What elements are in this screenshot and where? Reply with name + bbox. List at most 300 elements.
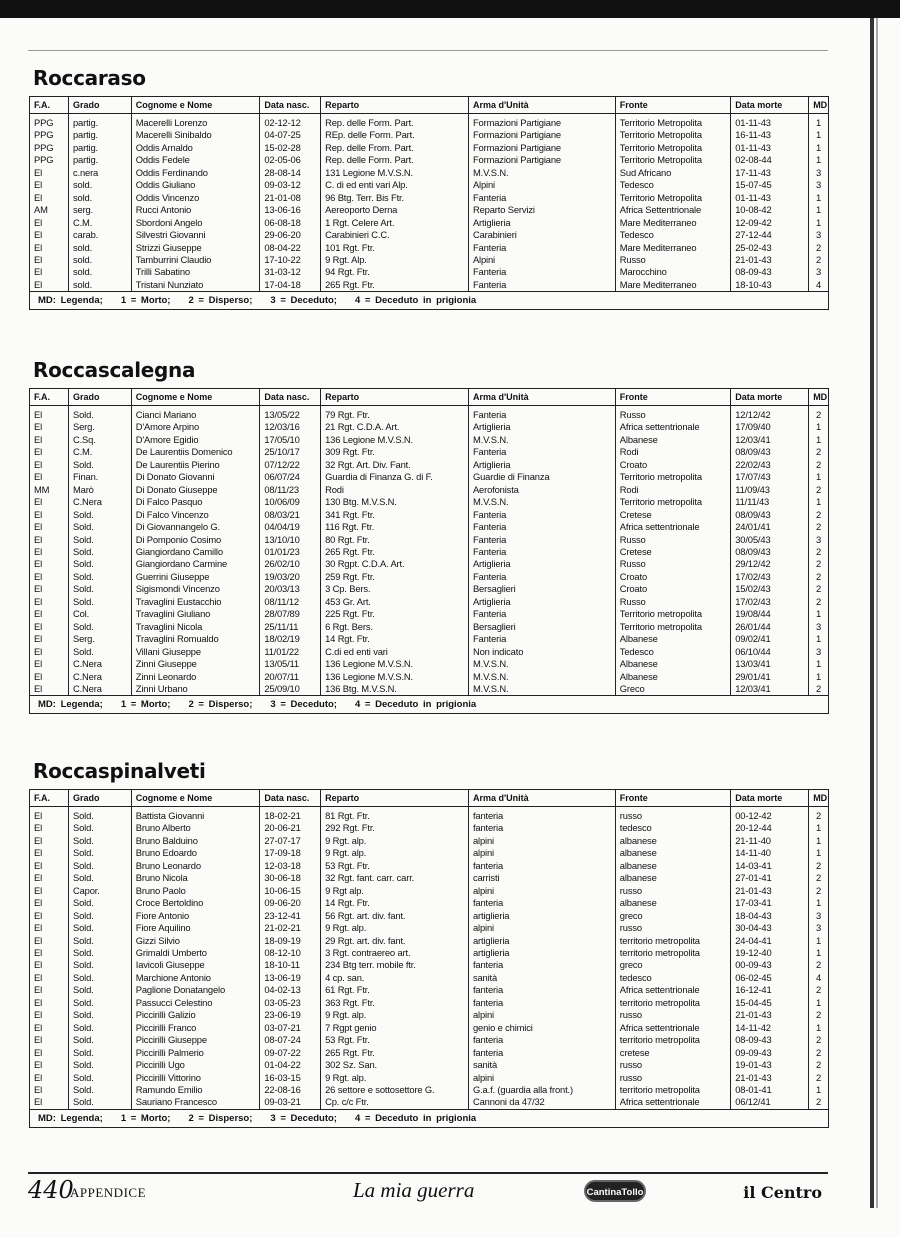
cell-birth-date: 20-06-21 (260, 822, 321, 834)
cell-grado: Sold. (68, 583, 131, 595)
cell-name: Tamburrini Claudio (131, 254, 260, 266)
cell-death-date: 27-01-41 (731, 872, 809, 884)
cell-death-date: 20-12-44 (731, 822, 809, 834)
cell-md: 2 (816, 558, 822, 570)
cell-birth-date: 20/07/11 (260, 671, 321, 683)
cell-md: 3 (816, 229, 822, 241)
cell-fronte: Territorio Metropolita (615, 142, 730, 154)
cell-name: Piccirilli Giuseppe (131, 1034, 260, 1046)
cell-name: Bruno Edoardo (131, 847, 260, 859)
cell-grado: Sold. (68, 872, 131, 884)
cell-birth-date: 15-02-28 (260, 142, 321, 154)
table-row (30, 154, 828, 166)
cell-fa: El (30, 571, 68, 583)
legend-item: MD: Legenda; (38, 1112, 103, 1124)
legend-item: 2 = Disperso; (188, 699, 253, 711)
legend-item: 1 = Morto; (120, 699, 171, 711)
cell-fronte: Marocchino (615, 266, 730, 278)
cell-birth-date: 03-05-23 (260, 997, 321, 1009)
table-row (30, 972, 828, 984)
cell-reparto: 9 Rgt alp. (321, 885, 469, 897)
table-row (30, 142, 828, 154)
cell-death-date: 06/12/41 (731, 1096, 809, 1108)
column-header-md: MD (809, 97, 828, 114)
table-row (30, 621, 828, 633)
cell-fronte: Territorio metropolita (615, 621, 730, 633)
table-row (30, 835, 828, 847)
cell-grado: Sold. (68, 1022, 131, 1034)
cell-md: 3 (816, 533, 822, 545)
cell-reparto: 265 Rgt. Ftr. (321, 279, 469, 291)
table-row (30, 1084, 828, 1096)
cell-reparto: 101 Rgt. Ftr. (321, 242, 469, 254)
cell-arma: Fanteria (468, 192, 615, 204)
cell-arma: Aerofonista (468, 484, 615, 496)
section-2 (29, 757, 829, 1128)
cell-reparto: 116 Rgt. Ftr. (321, 521, 469, 533)
cell-md: 2 (816, 595, 822, 607)
cell-birth-date: 17/05/10 (260, 434, 321, 446)
cell-fronte: russo (615, 922, 730, 934)
cell-name: Travaglini Nicola (131, 621, 260, 633)
table-row (30, 558, 828, 570)
column-header-death-date: Data morte (731, 790, 809, 807)
cell-fa: El (30, 947, 68, 959)
cell-arma: Fanteria (468, 521, 615, 533)
table-header-row (30, 97, 828, 114)
cell-fa: El (30, 922, 68, 934)
cell-fa: El (30, 179, 68, 191)
cell-md: 3 (816, 620, 822, 632)
cell-name: Travaglini Romualdo (131, 633, 260, 645)
table-row (30, 521, 828, 533)
cell-fronte: territorio metropolita (615, 997, 730, 1009)
cell-fa: El (30, 217, 68, 229)
legend-item: 3 = Deceduto; (270, 1112, 337, 1124)
cell-reparto: 14 Rgt. Ftr. (321, 633, 469, 645)
cell-fa: El (30, 266, 68, 278)
cell-arma: carristi (468, 872, 615, 884)
cell-death-date: 01-11-43 (731, 192, 809, 204)
cell-fronte: Africa settentrionale (615, 1022, 730, 1034)
cell-death-date: 25-02-43 (731, 242, 809, 254)
cell-arma: Artiglieria (468, 596, 615, 608)
book-title: La mia guerra (353, 1178, 475, 1202)
cell-birth-date: 29-06-20 (260, 229, 321, 241)
cell-fronte: albanese (615, 835, 730, 847)
cell-death-date: 21-01-43 (731, 885, 809, 897)
cell-fronte: Russo (615, 254, 730, 266)
cell-birth-date: 04/04/19 (260, 521, 321, 533)
cell-death-date: 17/09/40 (731, 421, 809, 433)
cell-birth-date: 28-08-14 (260, 167, 321, 179)
cell-md: 2 (816, 1096, 822, 1108)
cell-fronte: russo (615, 807, 730, 823)
cell-arma: fanteria (468, 997, 615, 1009)
cell-birth-date: 13-06-16 (260, 204, 321, 216)
cell-arma: M.V.S.N. (468, 658, 615, 670)
cell-birth-date: 10/06/09 (260, 496, 321, 508)
cell-grado: Sold. (68, 807, 131, 823)
cell-death-date: 09-09-43 (731, 1047, 809, 1059)
cell-name: Oddis Ferdinando (131, 167, 260, 179)
cell-name: Di Falco Pasquo (131, 496, 260, 508)
cell-birth-date: 31-03-12 (260, 266, 321, 278)
cell-fa: El (30, 972, 68, 984)
cell-reparto: 80 Rgt. Ftr. (321, 534, 469, 546)
cell-death-date: 14-03-41 (731, 860, 809, 872)
cell-fa: El (30, 910, 68, 922)
cell-death-date: 24-04-41 (731, 935, 809, 947)
cell-death-date: 00-09-43 (731, 959, 809, 971)
cell-name: Di Donato Giovanni (131, 471, 260, 483)
cell-death-date: 15-04-45 (731, 997, 809, 1009)
cell-grado: C.M. (68, 446, 131, 458)
cell-grado: Sold. (68, 935, 131, 947)
cell-death-date: 12/03/41 (731, 434, 809, 446)
cell-reparto: 56 Rgt. art. div. fant. (321, 910, 469, 922)
cell-death-date: 17-03-41 (731, 897, 809, 909)
table-row (30, 254, 828, 266)
cell-arma: Guardie di Finanza (468, 471, 615, 483)
cell-reparto: 4 cp. san. (321, 972, 469, 984)
column-header-grado: Grado (68, 790, 131, 807)
table-row (30, 997, 828, 1009)
cell-name: Oddis Vincenzo (131, 192, 260, 204)
cell-md: 2 (816, 984, 822, 996)
cell-name: Croce Bertoldino (131, 897, 260, 909)
cell-birth-date: 13/05/22 (260, 406, 321, 422)
cell-fronte: Mare Mediterraneo (615, 279, 730, 291)
cell-death-date: 16-11-43 (731, 129, 809, 141)
table-row (30, 534, 828, 546)
cell-grado: Sold. (68, 1047, 131, 1059)
cell-reparto: 26 settore e sottosettore G. (321, 1084, 469, 1096)
table-row (30, 822, 828, 834)
cell-arma: M.V.S.N. (468, 683, 615, 695)
cell-reparto: 265 Rgt. Ftr. (321, 1047, 469, 1059)
cell-name: Bruno Paolo (131, 885, 260, 897)
cell-reparto: Carabinieri C.C. (321, 229, 469, 241)
cell-grado: Sold. (68, 835, 131, 847)
cell-arma: Formazioni Partigiane (468, 114, 615, 130)
cell-fronte: russo (615, 1009, 730, 1021)
cell-md: 1 (816, 433, 822, 445)
table-row (30, 922, 828, 934)
cell-name: Oddis Giuliano (131, 179, 260, 191)
cell-fronte: albanese (615, 872, 730, 884)
column-header-death-date: Data morte (731, 97, 809, 114)
cell-reparto: 29 Rgt. art. div. fant. (321, 935, 469, 947)
cell-fa: El (30, 835, 68, 847)
cell-fronte: Tedesco (615, 179, 730, 191)
cell-grado: Capor. (68, 885, 131, 897)
table-row (30, 204, 828, 216)
cell-birth-date: 25/11/11 (260, 621, 321, 633)
cell-arma: artiglieria (468, 947, 615, 959)
cell-arma: M.V.S.N. (468, 167, 615, 179)
cell-reparto: 94 Rgt. Ftr. (321, 266, 469, 278)
cell-name: Oddis Fedele (131, 154, 260, 166)
cell-arma: genio e chimici (468, 1022, 615, 1034)
cell-md: 2 (816, 458, 822, 470)
cell-arma: Alpini (468, 179, 615, 191)
cell-death-date: 11/11/43 (731, 496, 809, 508)
cell-birth-date: 10-06-15 (260, 885, 321, 897)
cell-reparto: 32 Rgt. Art. Div. Fant. (321, 459, 469, 471)
cell-name: Paglione Donatangelo (131, 984, 260, 996)
cell-arma: Artiglieria (468, 558, 615, 570)
cell-md: 3 (816, 266, 822, 278)
cell-death-date: 21-01-43 (731, 1072, 809, 1084)
cell-grado: C.Nera (68, 658, 131, 670)
cell-death-date: 19-12-40 (731, 947, 809, 959)
cell-arma: fanteria (468, 984, 615, 996)
cell-fronte: Sud Africano (615, 167, 730, 179)
cell-grado: Sold. (68, 406, 131, 422)
cell-md: 1 (816, 633, 822, 645)
cell-fronte: Russo (615, 534, 730, 546)
table-row (30, 646, 828, 658)
cell-birth-date: 06-08-18 (260, 217, 321, 229)
table-row (30, 1072, 828, 1084)
column-header-md: MD (809, 389, 828, 406)
table-row (30, 1096, 828, 1108)
cell-md: 1 (816, 834, 822, 846)
cell-md: 1 (816, 897, 822, 909)
cell-fa: El (30, 872, 68, 884)
cell-name: Zinni Leonardo (131, 671, 260, 683)
cell-birth-date: 21-02-21 (260, 922, 321, 934)
cell-md: 4 (816, 278, 822, 290)
casualty-table-box (29, 388, 829, 714)
cell-md: 2 (816, 570, 822, 582)
table-row (30, 546, 828, 558)
legend-item: 2 = Disperso; (188, 1112, 253, 1124)
cell-grado: Sold. (68, 860, 131, 872)
cell-name: Giangiordano Camillo (131, 546, 260, 558)
cell-fronte: Africa settentrionale (615, 421, 730, 433)
column-header-name: Cognome e Nome (131, 389, 260, 406)
cell-fa: El (30, 406, 68, 422)
cell-grado: C.M. (68, 217, 131, 229)
table-header-row (30, 389, 828, 406)
cell-birth-date: 13-06-19 (260, 972, 321, 984)
cell-reparto: 9 Rgt. alp. (321, 1009, 469, 1021)
table-row (30, 633, 828, 645)
cell-fa: El (30, 608, 68, 620)
cell-md: 2 (816, 884, 822, 896)
cell-birth-date: 08-12-10 (260, 947, 321, 959)
table-row (30, 910, 828, 922)
cell-md: 2 (816, 508, 822, 520)
column-header-name: Cognome e Nome (131, 790, 260, 807)
cell-reparto: 30 Rgpt. C.D.A. Art. (321, 558, 469, 570)
cell-reparto: 14 Rgt. Ftr. (321, 897, 469, 909)
cell-death-date: 08-01-41 (731, 1084, 809, 1096)
cell-birth-date: 08/03/21 (260, 509, 321, 521)
cell-fa: El (30, 279, 68, 291)
cell-grado: serg. (68, 204, 131, 216)
column-header-arma: Arma d'Unità (468, 97, 615, 114)
cell-grado: sold. (68, 179, 131, 191)
md-legend (30, 695, 828, 713)
cell-reparto: Guardia di Finanza G. di F. (321, 471, 469, 483)
cell-grado: Sold. (68, 571, 131, 583)
casualty-table (30, 790, 828, 1109)
cell-name: Giangiordano Carmine (131, 558, 260, 570)
cell-arma: Artiglieria (468, 459, 615, 471)
cell-fa: AM (30, 204, 68, 216)
cell-death-date: 29/12/42 (731, 558, 809, 570)
legend-item: 2 = Disperso; (188, 295, 253, 307)
cell-fronte: Territorio Metropolita (615, 129, 730, 141)
cell-fa: El (30, 807, 68, 823)
table-row (30, 446, 828, 458)
cell-arma: fanteria (468, 959, 615, 971)
cell-arma: Formazioni Partigiane (468, 142, 615, 154)
cell-name: Guerrini Giuseppe (131, 571, 260, 583)
table-row (30, 217, 828, 229)
cell-birth-date: 01/01/23 (260, 546, 321, 558)
cell-death-date: 01-11-43 (731, 114, 809, 130)
cell-grado: Sold. (68, 1084, 131, 1096)
section-title: Roccaraso (33, 66, 146, 90)
column-header-fa: F.A. (30, 97, 68, 114)
table-row (30, 947, 828, 959)
cell-name: Bruno Leonardo (131, 860, 260, 872)
cell-death-date: 16-12-41 (731, 984, 809, 996)
cell-grado: Sold. (68, 822, 131, 834)
cell-fa: PPG (30, 142, 68, 154)
cell-md: 2 (816, 253, 822, 265)
cell-arma: fanteria (468, 860, 615, 872)
cell-reparto: 234 Btg terr. mobile ftr. (321, 959, 469, 971)
cell-birth-date: 11/01/22 (260, 646, 321, 658)
cell-fronte: greco (615, 959, 730, 971)
cell-fronte: russo (615, 885, 730, 897)
cell-name: Battista Giovanni (131, 807, 260, 823)
cell-grado: Sold. (68, 997, 131, 1009)
table-row (30, 471, 828, 483)
cell-name: Piccirilli Galizio (131, 1009, 260, 1021)
table-row (30, 266, 828, 278)
cell-fronte: russo (615, 1072, 730, 1084)
cell-fa: El (30, 1022, 68, 1034)
table-row (30, 897, 828, 909)
cell-md: 2 (816, 583, 822, 595)
top-rule (28, 50, 828, 51)
cell-fronte: Africa settentrionale (615, 521, 730, 533)
cell-arma: Bersaglieri (468, 583, 615, 595)
cell-fronte: Territorio Metropolita (615, 114, 730, 130)
cell-grado: sold. (68, 242, 131, 254)
cell-reparto: 259 Rgt. Ftr. (321, 571, 469, 583)
column-header-death-date: Data morte (731, 389, 809, 406)
cell-name: Bruno Alberto (131, 822, 260, 834)
cell-death-date: 29/01/41 (731, 671, 809, 683)
cell-death-date: 08/09/43 (731, 446, 809, 458)
cell-death-date: 12/03/41 (731, 683, 809, 695)
cell-birth-date: 09-03-21 (260, 1096, 321, 1108)
cell-arma: M.V.S.N. (468, 434, 615, 446)
cell-reparto: 363 Rgt. Ftr. (321, 997, 469, 1009)
cell-birth-date: 20/03/13 (260, 583, 321, 595)
legend-item: 4 = Deceduto in prigionia (354, 699, 477, 711)
cell-grado: Sold. (68, 847, 131, 859)
cell-md: 1 (816, 141, 822, 153)
cell-death-date: 11/09/43 (731, 484, 809, 496)
legend-item: 4 = Deceduto in prigionia (354, 1112, 477, 1124)
page-edge-shadow-light (876, 18, 878, 1208)
cell-name: Piccirilli Palmerio (131, 1047, 260, 1059)
cell-md: 2 (816, 959, 822, 971)
cell-reparto: C.di ed enti vari (321, 646, 469, 658)
cell-md: 1 (816, 822, 822, 834)
section-title: Roccascalegna (33, 358, 196, 382)
cell-fronte: Territorio metropolita (615, 496, 730, 508)
cell-fronte: Albanese (615, 434, 730, 446)
cell-fronte: Cretese (615, 509, 730, 521)
cell-fa: MM (30, 484, 68, 496)
column-header-arma: Arma d'Unità (468, 790, 615, 807)
cell-md: 1 (816, 934, 822, 946)
cell-md: 1 (816, 946, 822, 958)
cell-reparto: 265 Rgt. Ftr. (321, 546, 469, 558)
cell-birth-date: 23-12-41 (260, 910, 321, 922)
cell-name: De Laurentiis Pierino (131, 459, 260, 471)
cell-fronte: territorio metropolita (615, 947, 730, 959)
cell-reparto: 6 Rgt. Bers. (321, 621, 469, 633)
cell-md: 2 (816, 1059, 822, 1071)
cell-arma: sanità (468, 972, 615, 984)
cell-md: 2 (816, 859, 822, 871)
legend-item: 3 = Deceduto; (270, 699, 337, 711)
cell-md: 2 (816, 872, 822, 884)
cell-fronte: Territorio Metropolita (615, 154, 730, 166)
cell-fronte: Territorio Metropolita (615, 192, 730, 204)
cell-arma: fanteria (468, 1047, 615, 1059)
cell-death-date: 08/09/43 (731, 509, 809, 521)
cell-name: Zinni Urbano (131, 683, 260, 695)
section-1 (29, 356, 829, 714)
cell-name: Marchione Antonio (131, 972, 260, 984)
cell-fa: El (30, 984, 68, 996)
cell-reparto: 136 Legione M.V.S.N. (321, 658, 469, 670)
cell-fronte: tedesco (615, 822, 730, 834)
cell-reparto: 9 Rgt. alp. (321, 922, 469, 934)
cell-reparto: 32 Rgt. fant. carr. carr. (321, 872, 469, 884)
cell-arma: alpini (468, 885, 615, 897)
cell-name: Di Falco Vincenzo (131, 509, 260, 521)
cell-birth-date: 08-07-24 (260, 1034, 321, 1046)
cell-name: Bruno Balduino (131, 835, 260, 847)
cell-fronte: Tedesco (615, 229, 730, 241)
cell-md: 3 (816, 166, 822, 178)
cell-fronte: Africa settentrionale (615, 1096, 730, 1108)
casualty-table-box (29, 96, 829, 310)
cell-grado: partig. (68, 154, 131, 166)
cell-name: Villani Giuseppe (131, 646, 260, 658)
cell-name: Sigismondi Vincenzo (131, 583, 260, 595)
cell-arma: artiglieria (468, 910, 615, 922)
table-row (30, 984, 828, 996)
cell-arma: Bersaglieri (468, 621, 615, 633)
cell-fronte: albanese (615, 847, 730, 859)
column-header-reparto: Reparto (321, 790, 469, 807)
cell-death-date: 12-09-42 (731, 217, 809, 229)
table-row (30, 229, 828, 241)
